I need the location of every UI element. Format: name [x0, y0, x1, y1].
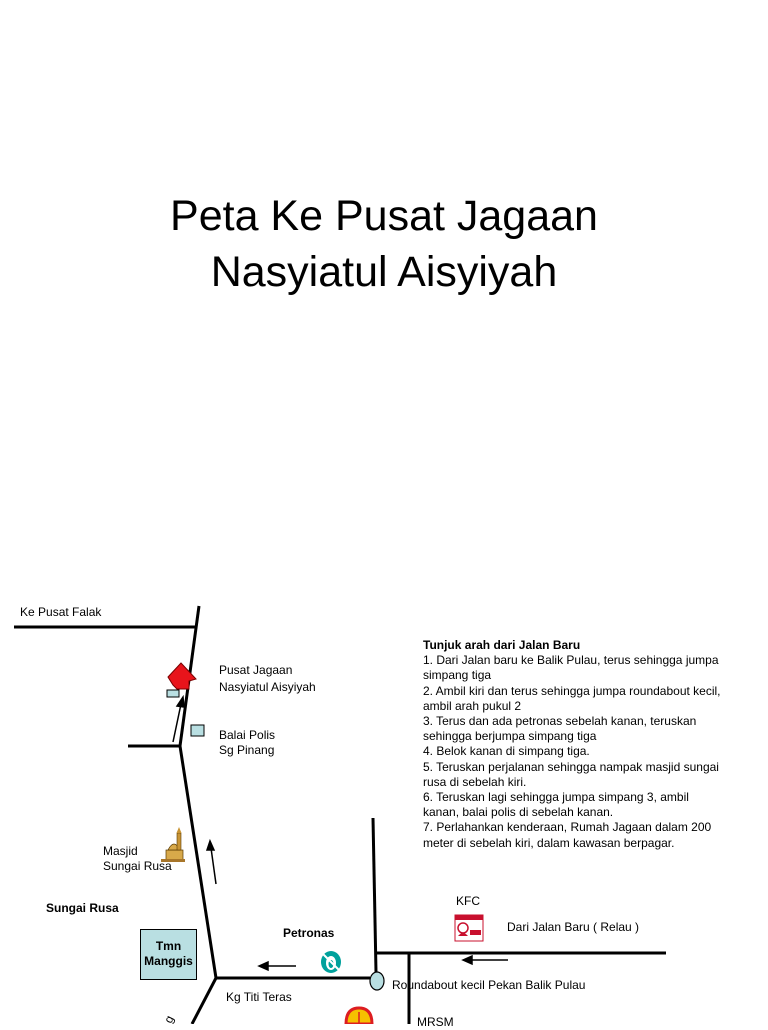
label-roundabout: Roundabout kecil Pekan Balik Pulau: [392, 978, 586, 992]
label-mrsm: MRSM: [417, 1015, 454, 1029]
label-petronas: Petronas: [283, 926, 335, 940]
petronas-logo-icon: [321, 951, 341, 973]
label-pusat-jagaan-line-2: Nasyiatul Aisyiyah: [219, 680, 316, 694]
direction-step: 2. Ambil kiri dan terus sehingga jumpa roundabout kecil, ambil arah pukul 2: [423, 683, 721, 713]
title-line-1: Peta Ke Pusat Jagaan: [170, 192, 598, 240]
direction-step: 5. Teruskan perjalanan sehingga nampak masjid sungai rusa di sebelah kiri.: [423, 759, 719, 789]
label-ke-pusat-falak: Ke Pusat Falak: [20, 605, 102, 619]
title-line-2: Nasyiatul Aisyiyah: [210, 248, 558, 296]
label-balai-polis-line-2: Sg Pinang: [219, 743, 275, 757]
police-station-icon: [191, 725, 204, 736]
label-masjid-line-2: Sungai Rusa: [103, 859, 172, 873]
direction-step: 3. Terus dan ada petronas sebelah kanan, teruskan sehingga berjumpa simpang tiga: [423, 714, 697, 744]
direction-step: 4. Belok kanan di simpang tiga.: [423, 744, 590, 759]
directions-panel: [423, 638, 723, 851]
label-pusat-jagaan-line-1: Pusat Jagaan: [219, 663, 293, 677]
label-sungai-rusa: Sungai Rusa: [46, 901, 119, 915]
tmn-manggis-line-2: Manggis: [144, 954, 193, 968]
direction-step: 6. Teruskan lagi sehingga jumpa simpang 3, ambil kanan, balai polis di sebelah kanan.: [423, 790, 689, 820]
label-kg-titi-teras: Kg Titi Teras: [226, 990, 292, 1004]
label-kfc: KFC: [456, 894, 480, 908]
tmn-manggis-line-1: Tmn: [155, 939, 182, 953]
roundabout-icon: [370, 972, 384, 990]
road-southwest: [192, 978, 216, 1024]
label-balai-polis-line-1: Balai Polis: [219, 728, 276, 742]
label-masjid-line-1: Masjid: [103, 844, 138, 858]
directions-heading: Tunjuk arah dari Jalan Baru: [423, 638, 581, 652]
mosque-icon: [161, 827, 185, 862]
direction-step: 7. Perlahankan kenderaan, Rumah Jagaan dalam 200 meter di sebelah kiri, dalam kawasan berpagar.: [423, 820, 712, 850]
label-dari-jalan-baru: Dari Jalan Baru ( Relau ): [507, 920, 640, 934]
kfc-logo-icon: [455, 915, 483, 941]
shell-logo-icon: [346, 1008, 372, 1024]
label-partial-road: g: [161, 1013, 177, 1026]
tmn-manggis-box: [140, 929, 197, 980]
road-north-roundabout: [373, 818, 376, 972]
direction-step: 1. Dari Jalan baru ke Balik Pulau, terus sehingga jumpa simpang tiga: [423, 653, 719, 683]
